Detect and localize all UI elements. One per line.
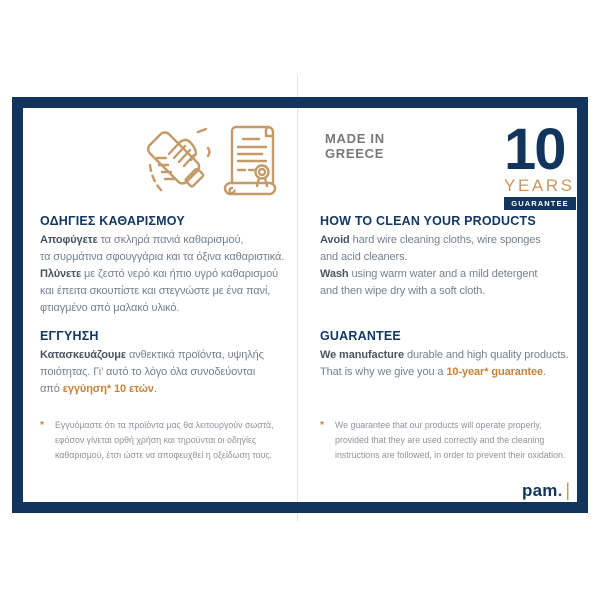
text-line: καθαρισμού, έτσι ώστε να αποφευχθεί η οξείδωση τους. <box>55 450 273 460</box>
footnote-body <box>335 418 565 463</box>
section-heading: ΕΓΓΥΗΣΗ <box>40 329 99 343</box>
asterisk-mark: * <box>40 420 44 431</box>
section-body <box>320 347 569 381</box>
certificate-icon <box>219 121 281 201</box>
section-body <box>320 232 541 300</box>
footnote-english <box>320 418 565 463</box>
text-line: ποιότητας. Γι’ αυτό το λόγο όλα συνοδεύονται <box>40 366 256 378</box>
text-line: Εγγυόμαστε ότι τα προϊόντα μας θα λειτουργούν σωστά, <box>55 420 274 430</box>
asterisk-mark: * <box>320 420 324 431</box>
section-heading: HOW TO CLEAN YOUR PRODUCTS <box>320 214 536 228</box>
footnote-greek <box>40 418 274 463</box>
text-line: Πλύνετε με ζεστό νερό και ήπιο υγρό καθαρισμού <box>40 268 279 280</box>
text-line: τα συρμάτινα σφουγγάρια και τα όξινα καθαριστικά. <box>40 251 285 263</box>
footnote-body <box>55 418 274 463</box>
text-line: Αποφύγετε τα σκληρά πανιά καθαρισμού, <box>40 234 244 246</box>
section-cleaning-greek <box>40 213 284 317</box>
made-in-line1: MADE IN <box>325 131 385 146</box>
text-line: εφόσον γίνεται ορθή χρήση και τηρούνται οι οδηγίες <box>55 435 257 445</box>
logo-bar: | <box>565 480 570 500</box>
section-body <box>40 347 264 398</box>
text-line: Κατασκευάζουμε ανθεκτικά προϊόντα, υψηλής <box>40 349 264 361</box>
cleaning-cloth-icon <box>142 121 212 201</box>
ten-years-guarantee-badge <box>504 117 576 210</box>
badge-number: 10 <box>504 117 565 182</box>
text-line: and acid cleaners. <box>320 251 408 263</box>
text-line: We guarantee that our products will operate properly, <box>335 420 542 430</box>
text-line: Avoid hard wire cleaning cloths, wire sponges <box>320 234 541 246</box>
text-line: provided that they are used correctly and the cleaning <box>335 435 545 445</box>
text-line: και έπειτα σκουπίστε και στεγνώστε με ένα πανί, <box>40 285 271 297</box>
badge-years-label: YEARS <box>504 176 575 195</box>
logo-dot: . <box>557 481 563 500</box>
text-line: φτιαγμένο από μαλακό υλικό. <box>40 302 180 314</box>
section-guarantee-greek <box>40 328 264 398</box>
section-heading: GUARANTEE <box>320 329 401 343</box>
section-heading: ΟΔΗΓΙΕΣ ΚΑΘΑΡΙΣΜΟΥ <box>40 214 185 228</box>
text-line: That is why we give you a 10-year* guarantee. <box>320 366 547 378</box>
section-cleaning-english <box>320 213 541 300</box>
badge-guarantee-label: GUARANTEE <box>504 197 576 210</box>
logo-wordmark: pam <box>522 481 558 500</box>
section-body <box>40 232 284 317</box>
pam-brand-logo <box>470 481 570 500</box>
made-in-origin-label <box>325 131 385 161</box>
section-guarantee-english <box>320 328 569 381</box>
text-line: από εγγύηση* 10 ετών. <box>40 383 157 395</box>
text-line: We manufacture durable and high quality products. <box>320 349 569 361</box>
text-line: Wash using warm water and a mild detergent <box>320 268 538 280</box>
made-in-line2: GREECE <box>325 146 385 161</box>
text-line: instructions are followed, in order to prevent their oxidation. <box>335 450 566 460</box>
text-line: and then wipe dry with a soft cloth. <box>320 285 486 297</box>
